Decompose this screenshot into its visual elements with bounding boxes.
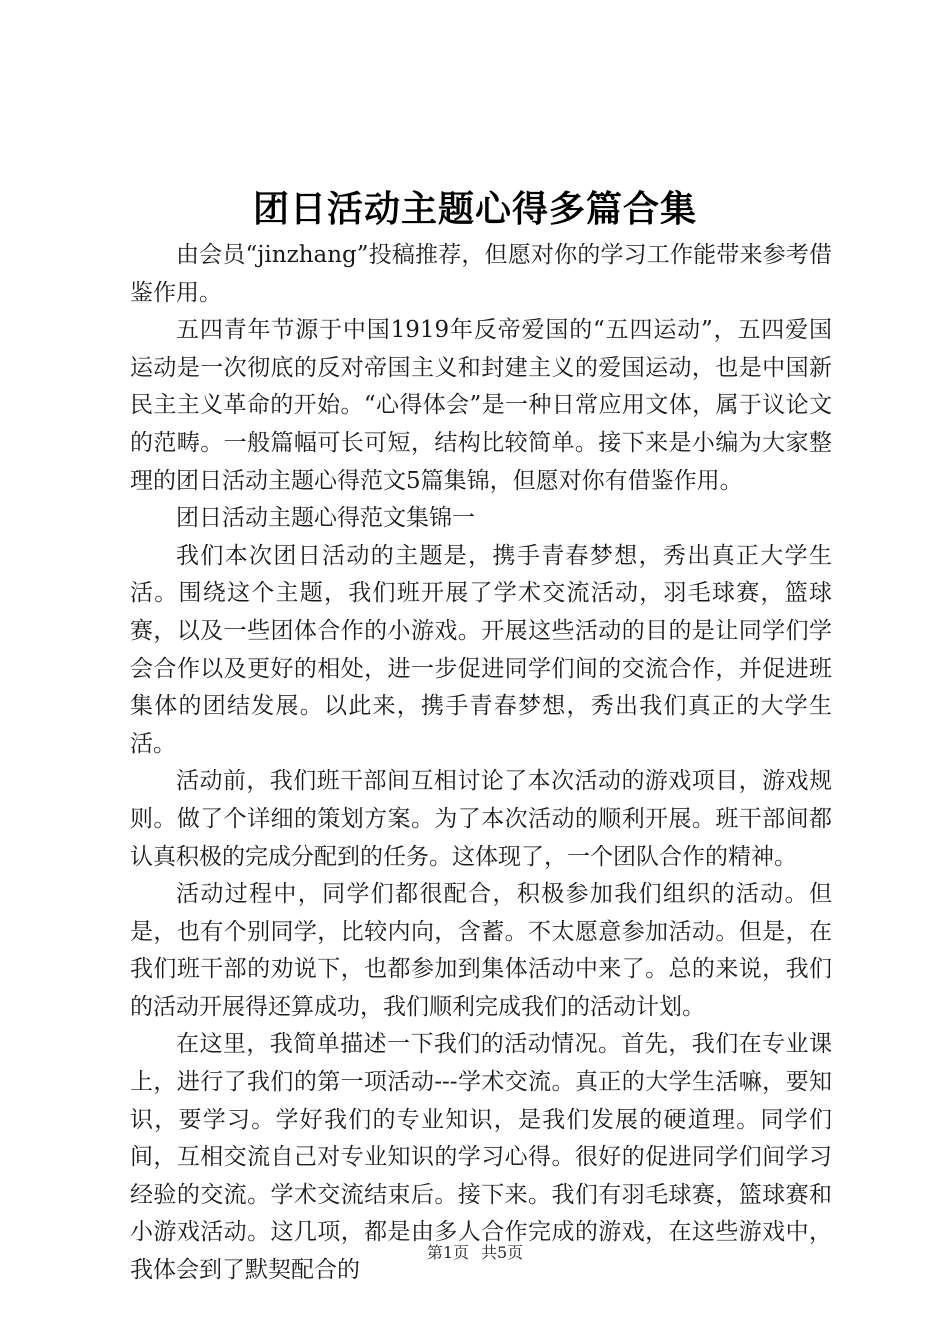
paragraph-intro: 由会员“jinzhang”投稿推荐，但愿对你的学习工作能带来参考借鉴作用。 [130,242,832,306]
paragraph-process: 活动过程中，同学们都很配合，积极参加我们组织的活动。但是，也有个别同学，比较内向，含蓄。不太愿意参加活动。但是，在我们班干部的劝说下，也都参加到集体活动中来了。总的来说，我们的活动开展得还算成功，我们顺利完成我们的活动计划。 [130,881,832,1020]
page-number: 第1页 [426,1243,469,1262]
paragraph-preparation: 活动前，我们班干部间互相讨论了本次活动的游戏项目，游戏规则。做了个详细的策划方案。为了本次活动的顺利开展。班干部间都认真积极的完成分配到的任务。这体现了，一个团队合作的精神。 [130,768,832,870]
document-title: 团日活动主题心得多篇合集 [252,188,697,230]
page-footer [0,1242,950,1264]
section-heading: 团日活动主题心得范文集锦一 [176,505,475,532]
page-total: 共5页 [481,1243,524,1262]
document-body [130,237,832,1290]
paragraph-background: 五四青年节源于中国1919年反帝爱国的“五四运动”，五四爱国运动是一次彻底的反对帝国主义和封建主义的爱国运动，也是中国新民主主义革命的开始。“心得体会”是一种日常应用文体，属于议论文的范畴。一般篇幅可长可短，结构比较简单。接下来是小编为大家整理的团日活动主题心得范文5篇集锦，但愿对你有借鉴作用。 [130,317,832,494]
paragraph-theme: 我们本次团日活动的主题是，携手青春梦想，秀出真正大学生活。围绕这个主题，我们班开展了学术交流活动，羽毛球赛，篮球赛，以及一些团体合作的小游戏。开展这些活动的目的是让同学们学会合作以及更好的相处，进一步促进同学们间的交流合作，并促进班集体的团结发展。以此来，携手青春梦想，秀出我们真正的大学生活。 [130,542,832,757]
paragraph-description: 在这里，我简单描述一下我们的活动情况。首先，我们在专业课上，进行了我们的第一项活动---学术交流。真正的大学生活嘛，要知识，要学习。学好我们的专业知识，是我们发展的硬道理。同学们间，互相交流自己对专业知识的学习心得。很好的促进同学们间学习经验的交流。学术交流结束后。接下来。我们有羽毛球赛，篮球赛和小游戏活动。这几项，都是由多人合作完成的游戏，在这些游戏中，我体会到了默契配合的 [130,1031,832,1284]
